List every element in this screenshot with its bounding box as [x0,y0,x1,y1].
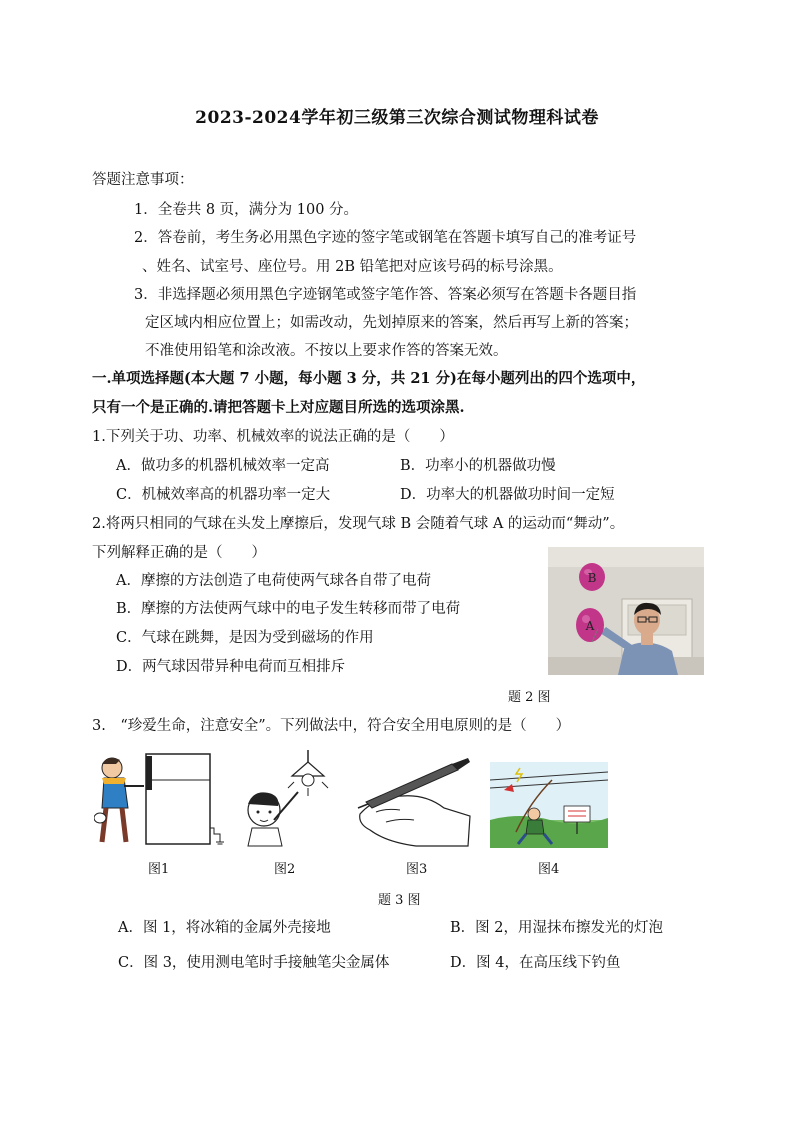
q1-option-d: D．功率大的机器做功时间一定短 [400,487,615,503]
q2-option-a: A．摩擦的方法创造了电荷使两气球各自带了电荷 [116,573,431,589]
figure-4-label: 图4 [538,862,560,877]
figure-2-lamp [234,750,344,848]
figure-1-fridge [94,750,226,848]
q1-option-c: C．机械效率高的机器功率一定大 [116,487,331,503]
q3-option-d: D．图 4，在高压线下钓鱼 [450,955,621,971]
page-title: 2023-2024学年初三级第三次综合测试物理科试卷 [195,108,599,128]
balloon-a-label: A [585,619,595,633]
balloon-photo [548,547,704,675]
q3-option-b: B．图 2，用湿抹布擦发光的灯泡 [450,920,663,936]
q2-stem-line1: 2.将两只相同的气球在头发上摩擦后，发现气球 B 会随着气球 A 的运动而“舞动”。 [92,516,625,532]
figure-3-label: 图3 [406,862,428,877]
notice-item-2: 2．答卷前，考生务必用黑色字迹的签字笔或钢笔在答题卡填写自己的准考证号 [134,230,637,246]
q3-stem: 3. “珍爱生命，注意安全”。下列做法中，符合安全用电原则的是（ ） [92,718,571,734]
balloon-b-label: B [587,571,597,585]
q2-option-d: D．两气球因带异种电荷而互相排斥 [116,659,346,675]
q3-option-a: A．图 1，将冰箱的金属外壳接地 [118,920,331,936]
q2-stem-line2: 下列解释正确的是（ ） [92,545,266,561]
q1-stem: 1.下列关于功、功率、机械效率的说法正确的是（ ） [92,429,454,445]
notice-item-1: 1．全卷共 8 页，满分为 100 分。 [134,202,359,218]
q1-option-a: A．做功多的机器机械效率一定高 [116,458,330,474]
q2-option-c: C．气球在跳舞，是因为受到磁场的作用 [116,630,374,646]
notice-heading: 答题注意事项： [92,172,194,188]
figure-4-fishing [490,762,608,848]
notice-item-3-cont2: 不准使用铅笔和涂改液。不按以上要求作答的答案无效。 [145,343,508,359]
figure-3-test-pen [356,756,474,848]
notice-item-2-cont: 、姓名、试室号、座位号。用 2B 铅笔把对应该号码的标号涂黑。 [142,259,563,275]
q3-figure-caption: 题 3 图 [378,893,421,908]
section1-heading-line2: 只有一个是正确的.请把答题卡上对应题目所选的选项涂黑. [92,399,465,416]
figure-1-label: 图1 [148,862,170,877]
figure-2-label: 图2 [274,862,296,877]
q1-option-b: B．功率小的机器做功慢 [400,458,556,474]
notice-item-3-cont1: 定区域内相应位置上；如需改动，先划掉原来的答案，然后再写上新的答案； [145,315,638,331]
q3-option-c: C．图 3，使用测电笔时手接触笔尖金属体 [118,955,390,971]
section1-heading-line1: 一.单项选择题(本大题 7 小题，每小题 3 分，共 21 分)在每小题列出的四个选项中， [92,370,646,387]
q2-option-b: B．摩擦的方法使两气球中的电子发生转移而带了电荷 [116,601,461,617]
q2-figure-caption: 题 2 图 [508,690,551,705]
notice-item-3: 3．非选择题必须用黑色字迹钢笔或签字笔作答、答案必须写在答题卡各题目指 [134,287,637,303]
